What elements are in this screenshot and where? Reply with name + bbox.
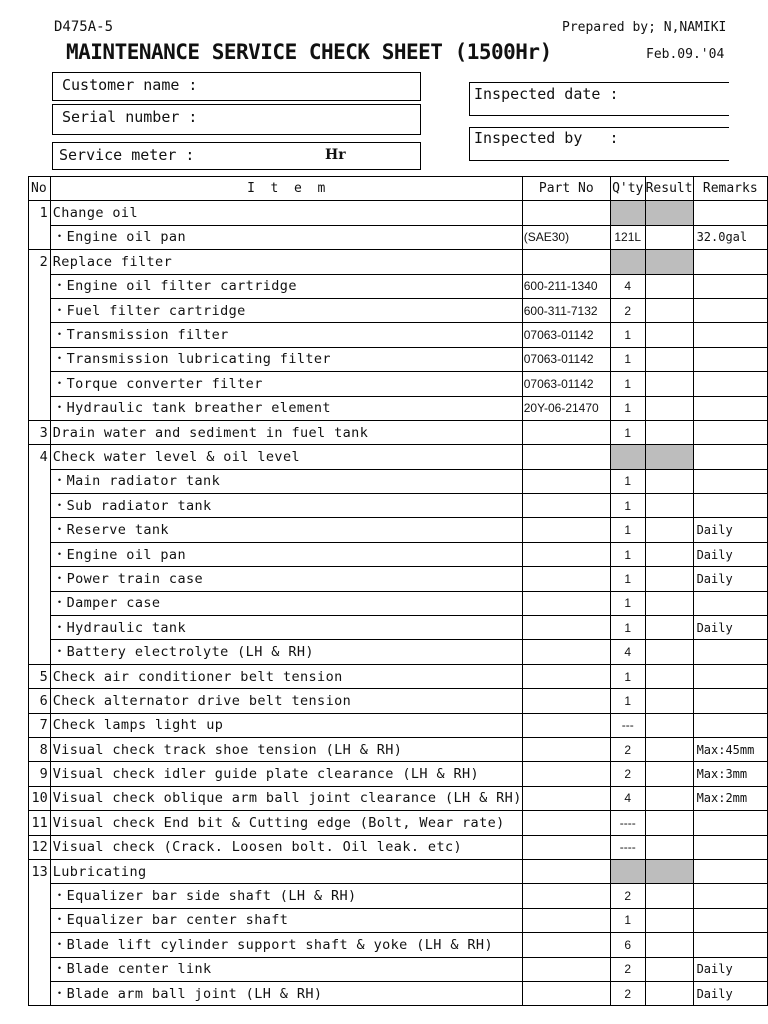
service-meter-unit: Hr xyxy=(325,147,346,163)
row-no xyxy=(29,347,51,371)
row-part-no xyxy=(522,542,610,566)
row-qty: 4 xyxy=(610,786,645,810)
row-result-cell[interactable] xyxy=(645,689,693,713)
header-qty: Q'ty xyxy=(610,177,645,201)
row-result-cell[interactable] xyxy=(645,786,693,810)
row-qty: 1 xyxy=(610,347,645,371)
table-row xyxy=(29,567,768,591)
row-item: ・Sub radiator tank xyxy=(50,494,522,518)
sheet-title: MAINTENANCE SERVICE CHECK SHEET (1500Hr) xyxy=(66,40,552,64)
table-row xyxy=(29,542,768,566)
row-no xyxy=(29,591,51,615)
row-result-cell[interactable] xyxy=(645,811,693,835)
row-qty: 1 xyxy=(610,396,645,420)
row-no xyxy=(29,225,51,249)
row-part-no xyxy=(522,933,610,957)
row-remarks: 32.0gal xyxy=(693,225,767,249)
row-remarks: Max:2mm xyxy=(693,786,767,810)
table-row xyxy=(29,664,768,688)
row-result-cell[interactable] xyxy=(645,347,693,371)
row-item: ・Blade lift cylinder support shaft & yoke (LH & RH) xyxy=(50,933,522,957)
row-no: 9 xyxy=(29,762,51,786)
row-part-no: 07063-01142 xyxy=(522,372,610,396)
row-item: ・Equalizer bar center shaft xyxy=(50,908,522,932)
row-no: 4 xyxy=(29,445,51,469)
check-sheet-table xyxy=(28,176,768,1006)
row-remarks xyxy=(693,396,767,420)
row-item: Check water level & oil level xyxy=(50,445,522,469)
row-item: Drain water and sediment in fuel tank xyxy=(50,420,522,444)
row-no: 10 xyxy=(29,786,51,810)
row-qty xyxy=(610,250,645,274)
prepared-by: Prepared by; N,NAMIKI xyxy=(562,20,727,35)
row-part-no: 07063-01142 xyxy=(522,347,610,371)
row-remarks xyxy=(693,689,767,713)
row-no: 1 xyxy=(29,201,51,225)
row-item: Visual check End bit & Cutting edge (Bolt, Wear rate) xyxy=(50,811,522,835)
row-result-cell[interactable] xyxy=(645,835,693,859)
row-result-cell[interactable] xyxy=(645,323,693,347)
row-item: ・Fuel filter cartridge xyxy=(50,298,522,322)
inspected-date-field[interactable] xyxy=(469,82,729,116)
row-item: Visual check (Crack. Loosen bolt. Oil leak. etc) xyxy=(50,835,522,859)
row-remarks xyxy=(693,908,767,932)
table-row xyxy=(29,396,768,420)
inspected-date-label: Inspected date : xyxy=(474,85,619,103)
row-no xyxy=(29,616,51,640)
row-result-cell[interactable] xyxy=(645,372,693,396)
row-result-cell[interactable] xyxy=(645,420,693,444)
row-part-no xyxy=(522,640,610,664)
row-remarks xyxy=(693,445,767,469)
row-no xyxy=(29,323,51,347)
row-qty: 2 xyxy=(610,884,645,908)
row-remarks xyxy=(693,835,767,859)
row-qty: --- xyxy=(610,713,645,737)
row-item: Lubricating xyxy=(50,859,522,883)
row-item: Check lamps light up xyxy=(50,713,522,737)
row-remarks xyxy=(693,933,767,957)
header-result: Result xyxy=(645,177,693,201)
row-no: 12 xyxy=(29,835,51,859)
row-remarks: Daily xyxy=(693,981,767,1005)
row-no: 3 xyxy=(29,420,51,444)
row-result-cell[interactable] xyxy=(645,274,693,298)
row-part-no xyxy=(522,469,610,493)
serial-number-field[interactable] xyxy=(52,104,421,135)
table-row xyxy=(29,372,768,396)
row-item: ・Transmission lubricating filter xyxy=(50,347,522,371)
row-item: ・Torque converter filter xyxy=(50,372,522,396)
row-remarks xyxy=(693,494,767,518)
row-remarks xyxy=(693,713,767,737)
row-result-cell[interactable] xyxy=(645,567,693,591)
row-result-cell[interactable] xyxy=(645,494,693,518)
header-part-no: Part No xyxy=(522,177,610,201)
row-no xyxy=(29,908,51,932)
row-item: ・Power train case xyxy=(50,567,522,591)
row-part-no: 600-311-7132 xyxy=(522,298,610,322)
row-qty: 1 xyxy=(610,689,645,713)
row-result-cell[interactable] xyxy=(645,616,693,640)
row-qty xyxy=(610,201,645,225)
row-result-cell[interactable] xyxy=(645,957,693,981)
row-remarks: Daily xyxy=(693,957,767,981)
row-remarks xyxy=(693,347,767,371)
table-header-row xyxy=(29,177,768,201)
row-result-cell[interactable] xyxy=(645,981,693,1005)
row-part-no xyxy=(522,859,610,883)
sheet-date: Feb.09.'04 xyxy=(646,47,725,62)
row-part-no xyxy=(522,957,610,981)
row-remarks: Daily xyxy=(693,616,767,640)
row-remarks xyxy=(693,201,767,225)
service-meter-field[interactable] xyxy=(52,142,421,170)
row-remarks: Daily xyxy=(693,518,767,542)
header-remarks: Remarks xyxy=(693,177,767,201)
header-item: I t e m xyxy=(50,177,522,201)
row-qty: 2 xyxy=(610,737,645,761)
row-no: 11 xyxy=(29,811,51,835)
row-no xyxy=(29,957,51,981)
row-qty xyxy=(610,859,645,883)
row-item: ・Blade center link xyxy=(50,957,522,981)
row-qty: 1 xyxy=(610,664,645,688)
inspected-by-label: Inspected by : xyxy=(474,129,619,147)
row-no: 13 xyxy=(29,859,51,883)
row-part-no xyxy=(522,908,610,932)
row-part-no xyxy=(522,616,610,640)
row-item: ・Main radiator tank xyxy=(50,469,522,493)
row-part-no xyxy=(522,591,610,615)
row-item: Check alternator drive belt tension xyxy=(50,689,522,713)
row-no xyxy=(29,372,51,396)
table-row xyxy=(29,689,768,713)
row-result-cell[interactable] xyxy=(645,469,693,493)
row-remarks xyxy=(693,884,767,908)
row-result-cell[interactable] xyxy=(645,591,693,615)
table-row xyxy=(29,908,768,932)
table-row xyxy=(29,494,768,518)
table-row xyxy=(29,347,768,371)
row-part-no xyxy=(522,762,610,786)
table-row xyxy=(29,640,768,664)
row-result-cell[interactable] xyxy=(645,518,693,542)
row-qty xyxy=(610,445,645,469)
row-no xyxy=(29,518,51,542)
table-row xyxy=(29,835,768,859)
row-remarks: Daily xyxy=(693,567,767,591)
row-result-cell[interactable] xyxy=(645,762,693,786)
row-part-no: 600-211-1340 xyxy=(522,274,610,298)
row-qty: 2 xyxy=(610,981,645,1005)
row-item: ・Blade arm ball joint (LH & RH) xyxy=(50,981,522,1005)
row-item: ・Hydraulic tank xyxy=(50,616,522,640)
table-row xyxy=(29,981,768,1005)
row-result-cell[interactable] xyxy=(645,640,693,664)
row-no xyxy=(29,981,51,1005)
table-row xyxy=(29,323,768,347)
row-qty: 2 xyxy=(610,298,645,322)
row-part-no xyxy=(522,689,610,713)
row-item: Visual check oblique arm ball joint clearance (LH & RH) xyxy=(50,786,522,810)
row-remarks: Max:45mm xyxy=(693,737,767,761)
row-item: ・Engine oil filter cartridge xyxy=(50,274,522,298)
table-row xyxy=(29,225,768,249)
row-no xyxy=(29,494,51,518)
row-result-cell[interactable] xyxy=(645,884,693,908)
row-result-cell[interactable] xyxy=(645,298,693,322)
table-row xyxy=(29,445,768,469)
row-item: Visual check idler guide plate clearance (LH & RH) xyxy=(50,762,522,786)
row-item: Replace filter xyxy=(50,250,522,274)
row-no xyxy=(29,274,51,298)
row-item: Check air conditioner belt tension xyxy=(50,664,522,688)
row-item: ・Equalizer bar side shaft (LH & RH) xyxy=(50,884,522,908)
row-remarks xyxy=(693,420,767,444)
table-row xyxy=(29,957,768,981)
row-item: ・Engine oil pan xyxy=(50,225,522,249)
row-qty: 2 xyxy=(610,957,645,981)
row-no xyxy=(29,396,51,420)
row-part-no: (SAE30) xyxy=(522,225,610,249)
row-remarks xyxy=(693,298,767,322)
row-qty: 1 xyxy=(610,591,645,615)
row-item: ・Battery electrolyte (LH & RH) xyxy=(50,640,522,664)
row-no: 8 xyxy=(29,737,51,761)
table-row xyxy=(29,518,768,542)
table-row xyxy=(29,884,768,908)
table-row xyxy=(29,274,768,298)
row-remarks xyxy=(693,664,767,688)
row-qty: 4 xyxy=(610,640,645,664)
row-part-no xyxy=(522,518,610,542)
row-remarks: Daily xyxy=(693,542,767,566)
row-qty: ---- xyxy=(610,811,645,835)
row-remarks xyxy=(693,372,767,396)
row-result-cell[interactable] xyxy=(645,664,693,688)
row-no xyxy=(29,884,51,908)
row-result-cell[interactable] xyxy=(645,713,693,737)
row-no xyxy=(29,567,51,591)
row-result-cell[interactable] xyxy=(645,201,693,225)
table-row xyxy=(29,616,768,640)
table-row xyxy=(29,250,768,274)
row-part-no xyxy=(522,835,610,859)
customer-name-field[interactable] xyxy=(52,72,421,101)
row-qty: 1 xyxy=(610,372,645,396)
row-no xyxy=(29,298,51,322)
row-no: 5 xyxy=(29,664,51,688)
row-qty: 4 xyxy=(610,274,645,298)
table-row xyxy=(29,786,768,810)
row-part-no xyxy=(522,664,610,688)
table-row xyxy=(29,591,768,615)
row-result-cell[interactable] xyxy=(645,250,693,274)
customer-name-label: Customer name : xyxy=(62,76,198,94)
row-qty: 1 xyxy=(610,908,645,932)
row-no xyxy=(29,469,51,493)
row-item: Visual check track shoe tension (LH & RH) xyxy=(50,737,522,761)
row-qty: 1 xyxy=(610,567,645,591)
row-no: 7 xyxy=(29,713,51,737)
table-row xyxy=(29,737,768,761)
header-no: No xyxy=(29,177,51,201)
serial-number-label: Serial number : xyxy=(62,108,198,126)
row-no xyxy=(29,640,51,664)
service-meter-label: Service meter : xyxy=(59,146,195,164)
row-qty: 1 xyxy=(610,518,645,542)
table-row xyxy=(29,762,768,786)
row-qty: 1 xyxy=(610,323,645,347)
row-qty: 1 xyxy=(610,469,645,493)
row-item: ・Hydraulic tank breather element xyxy=(50,396,522,420)
table-row xyxy=(29,201,768,225)
row-remarks xyxy=(693,274,767,298)
row-item: ・Engine oil pan xyxy=(50,542,522,566)
row-item: ・Damper case xyxy=(50,591,522,615)
row-part-no xyxy=(522,567,610,591)
row-item: Change oil xyxy=(50,201,522,225)
row-qty: 1 xyxy=(610,420,645,444)
row-part-no: 07063-01142 xyxy=(522,323,610,347)
table-row xyxy=(29,420,768,444)
row-qty: 1 xyxy=(610,542,645,566)
row-remarks xyxy=(693,591,767,615)
row-part-no: 20Y-06-21470 xyxy=(522,396,610,420)
row-qty: 2 xyxy=(610,762,645,786)
row-remarks xyxy=(693,469,767,493)
row-result-cell[interactable] xyxy=(645,859,693,883)
row-result-cell[interactable] xyxy=(645,737,693,761)
row-result-cell[interactable] xyxy=(645,908,693,932)
table-row xyxy=(29,713,768,737)
row-part-no xyxy=(522,420,610,444)
row-part-no xyxy=(522,981,610,1005)
row-result-cell[interactable] xyxy=(645,225,693,249)
table-row xyxy=(29,811,768,835)
row-qty: 121L xyxy=(610,225,645,249)
row-item: ・Reserve tank xyxy=(50,518,522,542)
row-qty: 6 xyxy=(610,933,645,957)
row-remarks xyxy=(693,811,767,835)
row-part-no xyxy=(522,201,610,225)
row-result-cell[interactable] xyxy=(645,933,693,957)
row-part-no xyxy=(522,884,610,908)
table-row xyxy=(29,469,768,493)
row-remarks xyxy=(693,859,767,883)
row-part-no xyxy=(522,811,610,835)
row-no: 2 xyxy=(29,250,51,274)
row-part-no xyxy=(522,445,610,469)
row-part-no xyxy=(522,250,610,274)
row-remarks xyxy=(693,323,767,347)
table-row xyxy=(29,298,768,322)
row-part-no xyxy=(522,737,610,761)
row-no: 6 xyxy=(29,689,51,713)
row-remarks: Max:3mm xyxy=(693,762,767,786)
inspected-by-field[interactable] xyxy=(469,127,729,161)
row-result-cell[interactable] xyxy=(645,396,693,420)
row-no xyxy=(29,933,51,957)
row-qty: 1 xyxy=(610,616,645,640)
row-item: ・Transmission filter xyxy=(50,323,522,347)
model-number: D475A-5 xyxy=(54,19,114,35)
row-part-no xyxy=(522,786,610,810)
row-remarks xyxy=(693,640,767,664)
row-remarks xyxy=(693,250,767,274)
row-no xyxy=(29,542,51,566)
row-qty: 1 xyxy=(610,494,645,518)
row-part-no xyxy=(522,713,610,737)
row-qty: ---- xyxy=(610,835,645,859)
row-part-no xyxy=(522,494,610,518)
table-row xyxy=(29,933,768,957)
row-result-cell[interactable] xyxy=(645,445,693,469)
row-result-cell[interactable] xyxy=(645,542,693,566)
table-row xyxy=(29,859,768,883)
